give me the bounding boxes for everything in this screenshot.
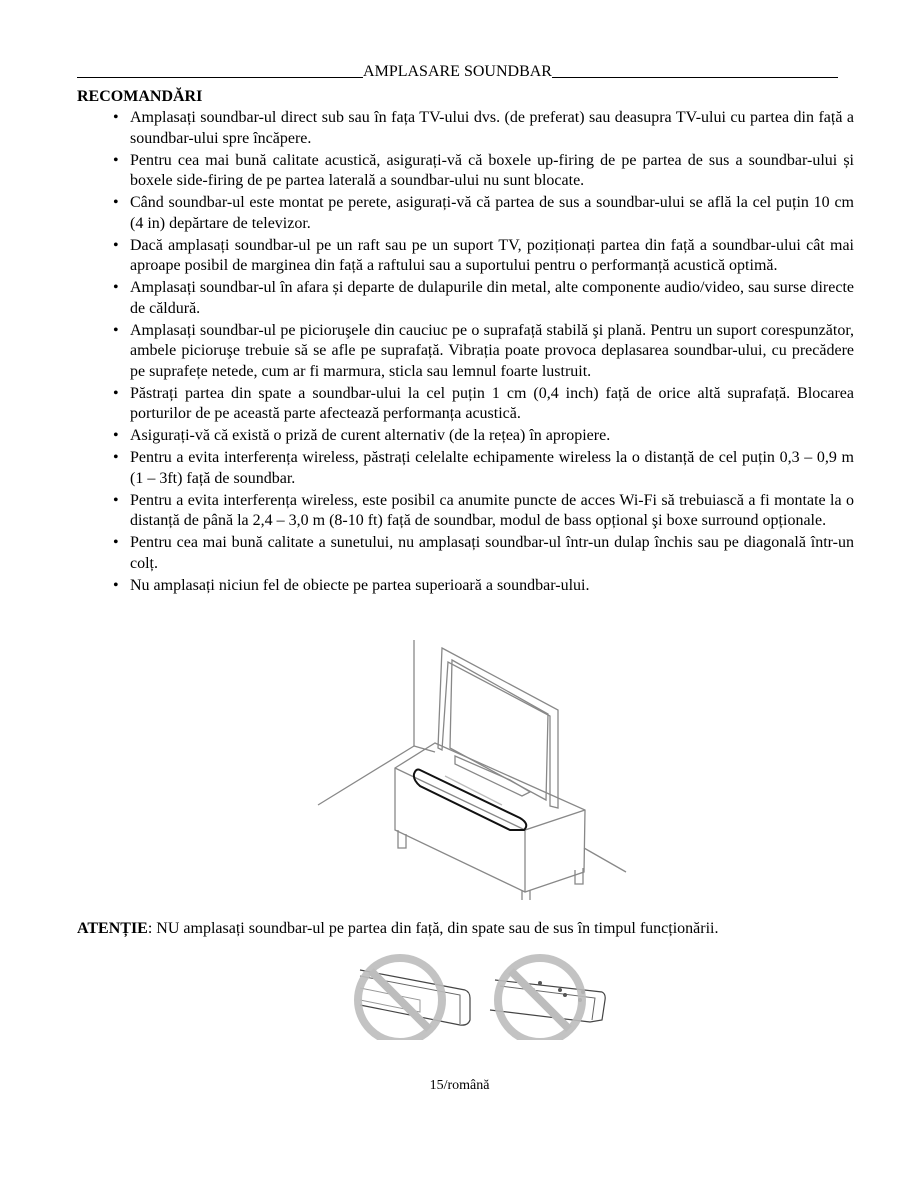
bullet-icon: • xyxy=(113,427,119,444)
soundbar-placement-illustration xyxy=(310,640,630,900)
list-item-text: Nu amplasați niciun fel de obiecte pe partea superioară a soundbar-ului. xyxy=(130,576,590,594)
list-item-text: Amplasați soundbar-ul direct sub sau în fața TV-ului dvs. (de preferat) sau deasupra TV-ului cu partea din față a soundbar-ului spre încăpere. xyxy=(130,109,854,147)
bullet-icon: • xyxy=(113,576,119,594)
page-number: 15/română xyxy=(429,1078,490,1093)
prohibited-top-icon xyxy=(490,958,605,1040)
bullet-icon: • xyxy=(113,151,119,169)
list-item xyxy=(113,108,854,149)
recommendation-list xyxy=(113,108,854,598)
list-item xyxy=(113,576,854,597)
bullet-icon: • xyxy=(113,449,119,466)
title-text: AMPLASARE SOUNDBAR xyxy=(363,63,552,80)
list-item xyxy=(113,236,854,277)
bullet-icon: • xyxy=(113,109,119,126)
list-item xyxy=(113,533,854,574)
bullet-icon: • xyxy=(113,321,119,339)
bullet-icon: • xyxy=(113,384,119,402)
list-item-text: Asigurați-vă că există o priză de curent alternativ (de la rețea) în apropiere. xyxy=(130,427,611,444)
list-item-text: Pentru a evita interferența wireless, păstrați celelalte echipamente wireless la o distanță de cel puțin 0,3 – 0,9 m (1 – 3ft) față de soundbar. xyxy=(130,449,854,487)
bullet-icon: • xyxy=(113,491,119,509)
heading-recommendations: RECOMANDĂRI xyxy=(77,88,203,105)
list-item-text: Amplasați soundbar-ul în afara și departe de dulapurile din metal, alte componente audio/video, sau surse directe de căldură. xyxy=(130,279,854,317)
prohibited-front-icon xyxy=(358,958,470,1040)
section-title xyxy=(77,62,838,82)
attention-label: ATENȚIE xyxy=(77,920,148,937)
list-item-text: Păstrați partea din spate a soundbar-ului la cel puțin 1 cm (0,4 inch) față de orice altă suprafață. Blocarea porturilor de pe această parte afectează performanța acustică. xyxy=(130,384,854,422)
list-item-text: Când soundbar-ul este montat pe perete, asigurați-vă că partea de sus a soundbar-ului se află la cel puțin 10 cm (4 in) depărtare de televizor. xyxy=(130,194,854,232)
bullet-icon: • xyxy=(113,194,119,211)
incorrect-orientation-illustration xyxy=(340,940,620,1040)
list-item xyxy=(113,321,854,383)
title-rule-right xyxy=(552,77,838,78)
list-item-text: Pentru cea mai bună calitate a sunetului, nu amplasați soundbar-ul într-un dulap închis sau pe diagonală într-un colț. xyxy=(130,534,854,572)
list-item xyxy=(113,193,854,234)
bullet-icon: • xyxy=(113,236,119,254)
bullet-icon: • xyxy=(113,534,119,551)
list-item xyxy=(113,151,854,192)
attention-text: : NU amplasați soundbar-ul pe partea din față, din spate sau de sus în timpul funcționării. xyxy=(147,920,719,937)
list-item xyxy=(113,278,854,319)
list-item-text: Amplasați soundbar-ul pe picioruşele din cauciuc pe o suprafață stabilă şi plană. Pentru un suport corespunzător, ambele picioruşe trebuie să se afle pe suprafață. Vibrația poate provoca deplasarea soundbar-ului, cu precădere pe suprafețe netede, cum ar fi marmura, sticla sau lemnul foarte lustruit. xyxy=(130,321,854,380)
list-item xyxy=(113,448,854,489)
title-rule-left xyxy=(77,77,363,78)
list-item-text: Dacă amplasați soundbar-ul pe un raft sau pe un suport TV, poziționați partea din față a soundbar-ului cât mai aproape posibil de marginea din față a raftului sau a suportului pentru o performanță acustică optimă. xyxy=(130,236,854,274)
list-item-text: Pentru cea mai bună calitate acustică, asigurați-vă că boxele up-firing de pe partea de sus a soundbar-ului și boxele side-firing de pe partea laterală a soundbar-ului nu sunt blocate. xyxy=(130,151,854,189)
list-item-text: Pentru a evita interferența wireless, este posibil ca anumite puncte de acces Wi-Fi să trebuiască a fi montate la o distanță de până la 2,4 – 3,0 m (8-10 ft) față de soundbar, modul de bass opțional şi boxe surround opționale. xyxy=(130,491,854,529)
bullet-icon: • xyxy=(113,279,119,296)
list-item xyxy=(113,384,854,425)
list-item xyxy=(113,491,854,532)
list-item xyxy=(113,426,854,447)
attention-note xyxy=(77,919,719,939)
